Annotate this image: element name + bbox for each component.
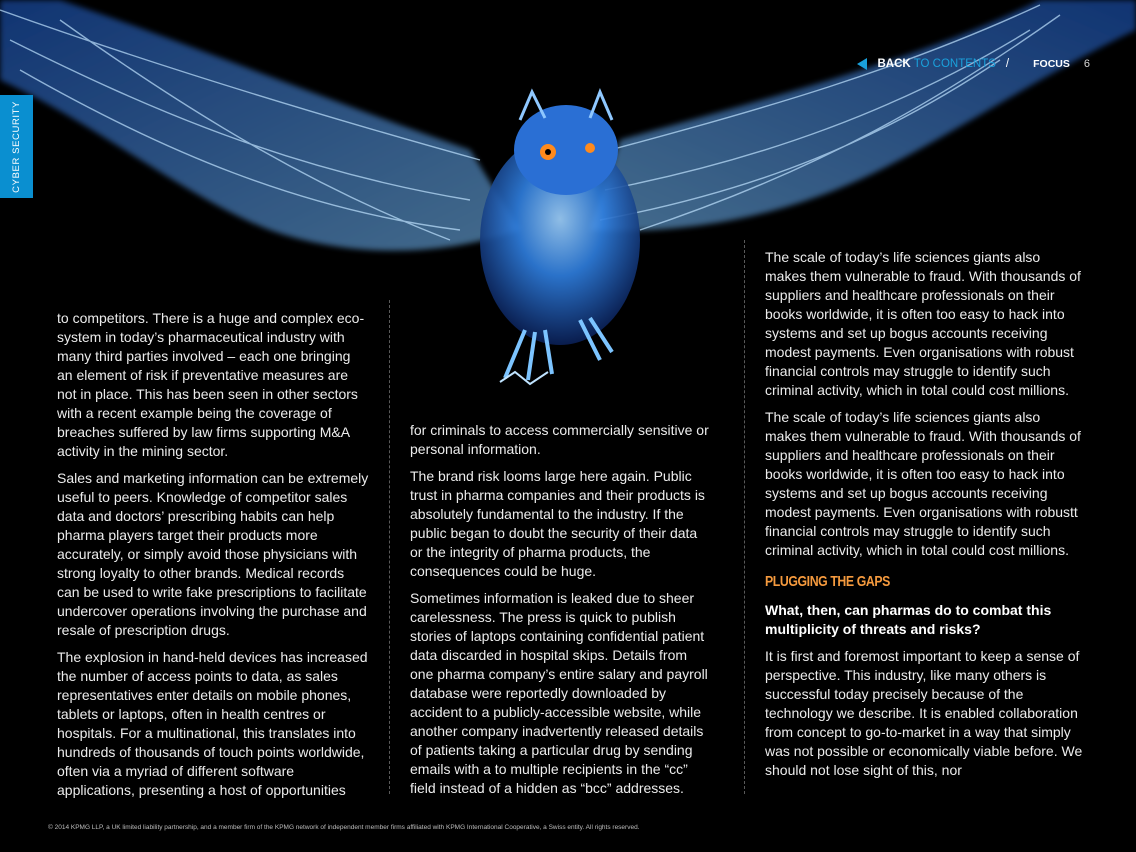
paragraph: The explosion in hand-held devices has increased the number of access points to data, as sales representatives enter details on mobile phones, tablets or laptops, often in health centres or hospitals. For a multinational, this translates into hundreds of thousands of touch points worldwide, often via a myriad of different software applications, presenting a host of opportunities	[57, 649, 368, 798]
section-subheading: What, then, can pharmas do to combat this multiplicity of threats and risks?	[765, 602, 1052, 637]
top-navigation	[857, 58, 1090, 70]
column-divider	[744, 240, 745, 794]
side-tab-label: CYBER SECURITY	[11, 100, 22, 193]
text-column-2	[410, 421, 710, 806]
copyright-footer: © 2014 KPMG LLP, a UK limited liability partnership, and a member firm of the KPMG network of independent member firms affiliated with KPMG International Cooperative, a Swiss entity. All rights reserved.	[48, 824, 640, 831]
page-number: 6	[1083, 58, 1090, 70]
paragraph: It is first and foremost important to keep a sense of perspective. This industry, like many others is successful today precisely because of the technology we describe. It is enabled collaboration from concept to go-to-market in a way that simply was not possible or economically viable before. We should not lose sight of this, nor	[765, 648, 1083, 778]
paragraph: The scale of today’s life sciences giants also makes them vulnerable to fraud. With thousands of suppliers and healthcare professionals on their books worldwide, it is often too easy to hack into systems and set up bogus accounts receiving modest payments. Even organisations with robustt financial controls may struggle to identify such criminal activity, which in total could cost millions.	[765, 409, 1081, 558]
paragraph: Sometimes information is leaked due to sheer carelessness. The press is quick to publish stories of laptops containing confidential patient data discarded in hospital skips. Details from one pharma company’s entire salary and payroll database were reportedly downloaded by accident to a publicly-accessible website, while another company inadvertently released details of patients taking a particular drug by sending emails with a to multiple recipients in the “cc” field instead of a hidden as “bcc” addresses.	[410, 590, 708, 796]
paragraph: for criminals to access commercially sensitive or personal information.	[410, 422, 709, 457]
paragraph: to competitors. There is a huge and complex eco-system in today’s pharmaceutical industry with many third parties involved – each one bringing an element of risk if preventative measures are not in place. This has been seen in other sectors with a recent example being the coverage of breaches suffered by law firms supporting M&A activity in the mining sector.	[57, 310, 365, 459]
back-to-contents-link[interactable]	[877, 58, 995, 70]
paragraph: The brand risk looms large here again. Public trust in pharma companies and their products is absolutely fundamental to the industry. If the public began to doubt the security of their data or the integrity of pharma products, the consequences could be huge.	[410, 468, 705, 579]
back-arrow-icon[interactable]	[857, 58, 867, 70]
section-name: FOCUS	[1033, 58, 1070, 70]
text-column-1	[57, 309, 369, 808]
nav-separator: /	[1005, 58, 1010, 70]
text-column-3	[765, 248, 1083, 788]
paragraph: Sales and marketing information can be extremely useful to peers. Knowledge of competitor sales data and doctors’ prescribing habits can help pharma players target their products more accurately, or simply avoid those physicians with strong loyalty to other brands. Medical records can be used to write fake prescriptions to facilitate undercover operations involving the purchase and resale of prescription drugs.	[57, 470, 369, 638]
owl-eye-right-icon	[585, 143, 595, 153]
section-side-tab	[0, 95, 33, 198]
back-label: BACK	[877, 58, 911, 70]
paragraph: The scale of today’s life sciences giants also makes them vulnerable to fraud. With thousands of suppliers and healthcare professionals on their books worldwide, it is often too easy to hack into systems and set up bogus accounts receiving modest payments. Even organisations with robust financial controls may struggle to identify such criminal activity, which in total could cost millions.	[765, 249, 1081, 398]
contents-label: TO CONTENTS	[913, 58, 996, 70]
section-heading: PLUGGING THE GAPS	[765, 573, 890, 590]
column-divider	[389, 300, 390, 794]
